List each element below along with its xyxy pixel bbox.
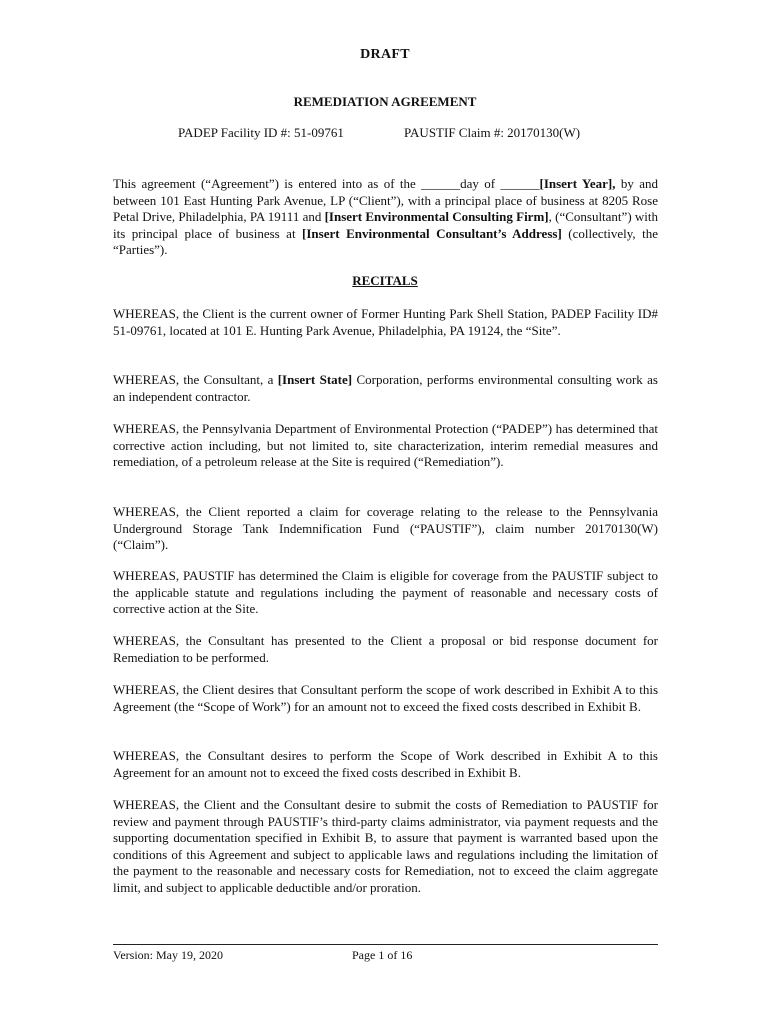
recitals-heading: RECITALS	[352, 273, 418, 288]
intro-text-3: , (“Consultant”) with its principal place of business at	[113, 209, 659, 241]
recital-paragraph-7: WHEREAS, the Client desires that Consultant perform the scope of work described in Exhibit A to this Agreement (the “Scope of Work”) for an amount not to exceed the fixed costs described in Exhibit B.	[113, 682, 658, 714]
recital-paragraph-2	[113, 372, 658, 405]
intro-text-2: by and between 101 East Hunting Park Avenue, LP (“Client”), with a principal place of business at 8205 Rose Petal Drive, Philadelphia, PA 19111 and	[113, 176, 658, 224]
recital-paragraph-3: WHEREAS, the Pennsylvania Department of Environmental Protection (“PADEP”) has determined that corrective action including, but not limited to, site characterization, interim remedial measures and remediation, of a petroleum release at the Site is required (“Remediation”).	[113, 421, 658, 469]
recital-paragraph-1: WHEREAS, the Client is the current owner of Former Hunting Park Shell Station, PADEP Facility ID# 51-09761, located at 101 E. Hunting Park Avenue, Philadelphia, PA 19124, the “Site”.	[113, 306, 658, 338]
recital-2-text-a: WHEREAS, the Consultant, a	[113, 372, 278, 387]
draft-watermark-heading: DRAFT	[360, 47, 410, 62]
intro-placeholder-address: [Insert Environmental Consultant’s Address]	[302, 225, 562, 241]
document-title: REMEDIATION AGREEMENT	[293, 94, 477, 109]
intro-text-4: (collectively, the “Parties”).	[113, 225, 658, 257]
claim-number: PAUSTIF Claim #: 20170130(W)	[404, 125, 581, 140]
facility-id: PADEP Facility ID #: 51-09761	[178, 125, 344, 140]
recital-paragraph-4: WHEREAS, the Client reported a claim for coverage relating to the release to the Pennsylvania Underground Storage Tank Indemnification Fund (“PAUSTIF”), claim number 20170130(W) (“Claim”).	[113, 504, 658, 552]
intro-placeholder-firm: [Insert Environmental Consulting Firm]	[324, 209, 549, 224]
recital-paragraph-6: WHEREAS, the Consultant has presented to the Client a proposal or bid response document for Remediation to be performed.	[113, 633, 658, 665]
footer-divider	[113, 944, 658, 945]
intro-paragraph	[113, 176, 658, 259]
intro-text-1: This agreement (“Agreement”) is entered into as of the ______day of ______	[113, 176, 540, 191]
recital-paragraph-9: WHEREAS, the Client and the Consultant desire to submit the costs of Remediation to PAUSTIF for review and payment through PAUSTIF’s third-party claims administrator, via payment requests and the supporting documentation specified in Exhibit B, to assure that payment is warranted based upon the conditions of this Agreement and subject to applicable laws and regulations including the limitation of the payment to the reasonable and necessary costs for Remediation, not to exceed the claim aggregate limit, and subject to applicable deductible and/or proration.	[113, 797, 658, 895]
recital-paragraph-8: WHEREAS, the Consultant desires to perform the Scope of Work described in Exhibit A to this Agreement for an amount not to exceed the fixed costs described in Exhibit B.	[113, 748, 658, 780]
recital-paragraph-5: WHEREAS, PAUSTIF has determined the Claim is eligible for coverage from the PAUSTIF subject to the applicable statute and regulations including the payment of reasonable and necessary costs of corrective action at the Site.	[113, 568, 658, 616]
footer-version: Version: May 19, 2020	[113, 948, 223, 962]
recital-2-placeholder-state: [Insert State]	[277, 372, 353, 387]
footer-page-number: Page 1 of 16	[352, 948, 413, 962]
recital-2-text-c: Corporation, performs environmental consulting work as an independent contractor.	[113, 372, 658, 404]
intro-placeholder-year: [Insert Year],	[539, 176, 616, 191]
